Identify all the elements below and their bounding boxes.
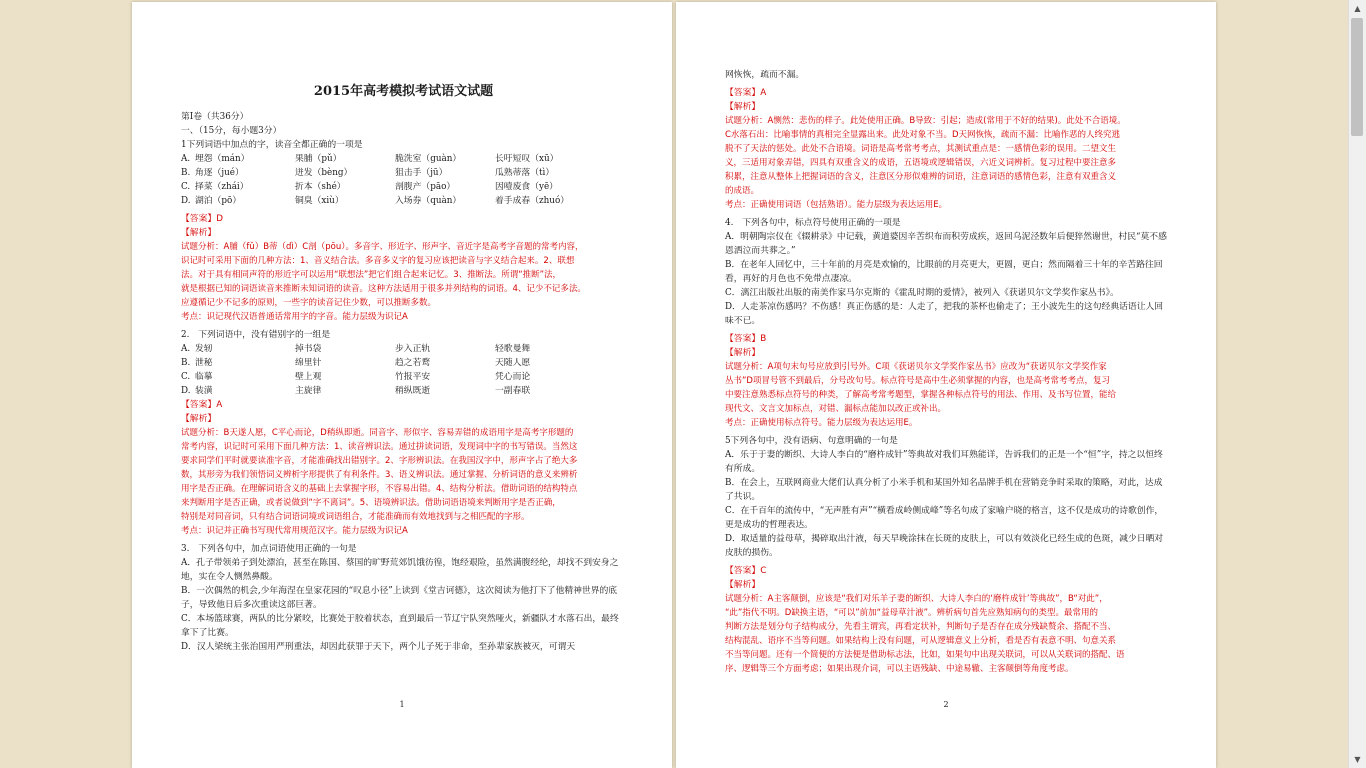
question-4-analysis xyxy=(725,360,1170,430)
scroll-up-arrow-icon[interactable]: ▲ xyxy=(1349,0,1366,17)
analysis-line: 特别是对同音词，只有结合词语词境或词语组合，才能准确而有效地找到与之相匹配的字形。 xyxy=(181,512,530,522)
page-number: 2 xyxy=(943,700,949,709)
analysis-line: 丛书”D项冒号管不到最后，分号改句号。标点符号是高中生必须掌握的内容，也是高考常考考点，复习 xyxy=(725,376,1110,386)
question-2-options xyxy=(181,342,626,398)
option-term: 轻歌曼舞 xyxy=(495,344,531,354)
analysis-line: 试题分析：B天遂人愿，C平心而论，D稍纵即逝。同音字、形似字、容易弄错的成语用字是高考字形题的 xyxy=(181,428,574,438)
option-term: 装潢 xyxy=(195,386,213,396)
option-key: B. xyxy=(181,168,191,178)
option-text: B．在老年人回忆中，三十年前的月亮是欢愉的，比眼前的月亮更大，更圆，更白；然而隔着三十年的辛苦路往回看，再好的月色也不免带点凄凉。 xyxy=(725,260,1163,284)
question-3-analysis xyxy=(725,114,1170,212)
analysis-line: 来判断用字是否正确，或者说做到“字不离词”。5、语境辨识法。借助词语语境来判断用字是否正确， xyxy=(181,498,561,508)
option-text: B．在会上，互联网商业大佬们认真分析了小米手机和某国外知名品牌手机在营销竞争时采取的策略，对此，达成了共识。 xyxy=(725,478,1163,502)
option-term: 入场券（quàn） xyxy=(395,196,462,206)
question-2-answer: 【答案】A xyxy=(181,400,223,410)
option-text: D．取适量的益母草，揭碎取出汁液，每天早晚涂抹在长斑的皮肤上，可以有效淡化已经生成的色斑，减少日晒对皮肤的损伤。 xyxy=(725,534,1164,558)
option-term: 趋之若鹜 xyxy=(395,358,431,368)
vertical-scrollbar[interactable] xyxy=(1348,0,1366,768)
document-page-2 xyxy=(676,2,1216,768)
page-1-content xyxy=(181,82,626,654)
analysis-line: 数，其形旁为我们领悟词义辨析字形提供了有利条件。3、语义辨识法。通过掌握、分析词语的意义来辨析 xyxy=(181,470,578,480)
option-term: 竹报平安 xyxy=(395,372,431,382)
option-term: 角逐（jué） xyxy=(195,168,244,178)
page-number: 1 xyxy=(399,700,405,709)
option-term: 择菜（zhái） xyxy=(195,182,249,192)
question-5-stem: 5下列各句中，没有语病、句意明确的一句是 xyxy=(725,436,898,446)
option-row xyxy=(181,152,626,166)
question-1-analysis-heading: 【解析】 xyxy=(181,228,217,238)
option-term: 泄秘 xyxy=(195,358,213,368)
page-2-content xyxy=(725,68,1170,676)
question-1-options xyxy=(181,152,626,208)
question-5-analysis xyxy=(725,592,1170,676)
option-term: 埋怨（mán） xyxy=(195,154,250,164)
option-term: 掉书袋 xyxy=(295,344,322,354)
option-term: 天随人愿 xyxy=(495,358,531,368)
question-2-analysis-heading: 【解析】 xyxy=(181,414,217,424)
question-1-analysis xyxy=(181,240,626,324)
analysis-line: 试题分析：A项句末句号应放到引号外。C项《获诺贝尔文学奖作家丛书》应改为“获诺贝尔文学奖作家 xyxy=(725,362,1107,372)
option-term: 稍纵既逝 xyxy=(395,386,431,396)
option-row xyxy=(181,370,626,384)
question-5-answer: 【答案】C xyxy=(725,566,767,576)
analysis-line: 要求同学们平时就要读准字音，才能准确找出错别字。2、字形辨识法。在我国汉字中，形声字占了绝大多 xyxy=(181,456,578,466)
option-key: C. xyxy=(181,182,191,192)
analysis-line: 序、逻辑等三个方面考虑；如果出现介词，可以主语残缺、中途易辙、主客颠倒等角度考虑。 xyxy=(725,664,1074,674)
question-4-options xyxy=(725,230,1170,328)
question-2-analysis xyxy=(181,426,626,538)
option-row xyxy=(181,166,626,180)
option-row xyxy=(181,384,626,398)
option-term: 狙击手（jū） xyxy=(395,168,448,178)
option-text: A．乐于于妻的断织、大诗人李白的“磨杵成针”等典故对我们耳熟能详，告诉我们的正是一个“恒”字，持之以恒终有所成。 xyxy=(725,450,1163,474)
option-term: 因噎废食（yē） xyxy=(495,182,558,192)
option-term: 壁上观 xyxy=(295,372,322,382)
option-text: B．一次偶然的机会,少年海涅在皇家花园的“叹息小径”上读到《堂吉诃德》，这次阅读为他打下了他精神世界的底子，导致他日后多次重读这部巨著。 xyxy=(181,586,618,610)
continued-text: 网恢恢，疏而不漏。 xyxy=(725,70,805,80)
option-text: C．本场篮球赛，两队的比分紧咬，比赛处于胶着状态，直到最后一节辽宁队突然哑火，新疆队才水落石出，最终拿下了比赛。 xyxy=(181,614,619,638)
question-1-answer: 【答案】D xyxy=(181,214,223,224)
analysis-line: 常考内容，识记时可采用下面几种方法：1、读音辨识法。通过拼读词语，发现词中字的书写错误。当然这 xyxy=(181,442,578,452)
analysis-line: 试题分析：A主客颠倒，应该是“我们对乐羊子妻的断织、大诗人李白的‘磨杵成针’等典故”，B“对此”， xyxy=(725,594,1108,604)
analysis-line: 试题分析：A恻然：悲伤的样子。此处使用正确。B导致：引起；造成(常用于不好的结果)。此处不合语境。 xyxy=(725,116,1126,126)
question-3-stem: 3. 下列各句中，加点词语使用正确的一句是 xyxy=(181,544,357,554)
option-term: 脆洗室（guàn） xyxy=(395,154,462,164)
option-text: C．在千百年的流传中，“无声胜有声”“横看成岭侧成峰”等名句成了家喻户晓的格言，这不仅是成功的诗歌创作，更是成功的哲理表达。 xyxy=(725,506,1164,530)
option-text: D．汉人梁统主张治国用严刑重法，却因此获罪于天下，两个儿子死于非命，至孙辈家族被灭，可谓天 xyxy=(181,642,576,652)
option-term: 迸发（bèng） xyxy=(295,168,353,178)
analysis-line: 中要注意熟悉标点符号的种类，了解高考常考题型，掌握各种标点符号的用法、作用、及书写位置，能给 xyxy=(725,390,1117,400)
analysis-line: 试题分析：A脯（fǔ）B蒂（dì）C剖（pōu）。多音字、形近字、形声字、音近字是高考字音题的常考内容， xyxy=(181,242,584,252)
analysis-line: “此”指代不明。D缺换主语，“可以”前加“益母草汁液”。辨析病句首先应熟知病句的类型。最常用的 xyxy=(725,608,1098,618)
analysis-line: 考点：正确使用词语（包括熟语）。能力层级为表达运用E。 xyxy=(725,200,948,210)
option-term: 绵里针 xyxy=(295,358,322,368)
scroll-down-arrow-icon[interactable]: ▼ xyxy=(1349,751,1366,768)
question-4-analysis-heading: 【解析】 xyxy=(725,348,761,358)
option-row xyxy=(181,342,626,356)
question-2-stem: 2. 下列词语中，没有错别字的一组是 xyxy=(181,330,331,340)
analysis-line: 现代文、文言文加标点，对错、漏标点能加以改正或补出。 xyxy=(725,404,947,414)
option-term: 折本（shé） xyxy=(295,182,346,192)
analysis-line: 判断方法是划分句子结构成分，先看主谓宾，再看定状补，判断句子是否存在成分残缺赘余、搭配不当、 xyxy=(725,622,1117,632)
analysis-line: 就是根据已知的词语读音来推断未知词语的读音。这种方法适用于很多并列结构的词语。4、记少不记多法。 xyxy=(181,284,586,294)
option-term: 发轫 xyxy=(195,344,213,354)
analysis-line: C水落石出：比喻事情的真相完全显露出来。此处对象不当。D天网恢恢，疏而不漏：比喻作恶的人终究逃 xyxy=(725,130,1120,140)
option-term: 步入正轨 xyxy=(395,344,431,354)
question-4-stem: 4. 下列各句中，标点符号使用正确的一项是 xyxy=(725,218,901,228)
option-term: 剖腹产（pāo） xyxy=(395,182,456,192)
option-term: 临摹 xyxy=(195,372,213,382)
option-key: A. xyxy=(181,344,191,354)
exam-title: 2015年高考模拟考试语文试题 xyxy=(313,84,494,99)
part-heading: 一、（15分，每小题3分） xyxy=(181,126,282,136)
option-text: D．人走茶凉伤感吗？不伤感！真正伤感的是：人走了，把我的茶杯也偷走了；王小波先生的这句经典话语让人回味不已。 xyxy=(725,302,1164,326)
scrollbar-thumb[interactable] xyxy=(1351,18,1363,136)
question-5-options xyxy=(725,448,1170,560)
option-term: 主旋律 xyxy=(295,386,322,396)
option-row xyxy=(181,180,626,194)
analysis-line: 法。对于具有相同声符的形近字可以运用“联想法”把它们组合起来记忆。3、推断法。所谓“推断”法， xyxy=(181,270,562,280)
question-3-analysis-heading: 【解析】 xyxy=(725,102,761,112)
analysis-line: 脱不了天法的惩处。此处不合语境。词语是高考常考考点，其测试重点是：一感情色彩的误用。二望文生 xyxy=(725,144,1117,154)
analysis-line: 结构混乱、语序不当等问题。如果结构上没有问题，可从逻辑意义上分析，看是否有表意不明、句意关系 xyxy=(725,636,1117,646)
option-key: D. xyxy=(181,196,191,206)
analysis-line: 考点：正确使用标点符号。能力层级为表达运用E。 xyxy=(725,418,918,428)
question-1-stem: 1下列词语中加点的字，读音全都正确的一项是 xyxy=(181,140,363,150)
option-term: 着手成春（zhuó） xyxy=(495,196,570,206)
option-term: 凭心而论 xyxy=(495,372,531,382)
analysis-line: 义，三适用对象弄错，四具有双重含义的成语，五语境或逻辑错误，六近义词辨析。复习过程中要注意多 xyxy=(725,158,1117,168)
option-term: 长吁短叹（xū） xyxy=(495,154,559,164)
option-text: A．明朝陶宗仪在《辍耕录》中记载，黄道婆因辛苦织布而积劳成疾，返回乌泥泾数年后便猝然谢世，村民“莫不感恩洒泣而共葬之。” xyxy=(725,232,1167,256)
analysis-line: 识记时可采用下面的几种方法：1、音义结合法。多音多义字的复习应该把读音与字义结合起来。2、联想 xyxy=(181,256,575,266)
option-term: 湖泊（pō） xyxy=(195,196,242,206)
analysis-line: 应遵循记少不记多的原则，一些字的读音记住少数，可以推断多数。 xyxy=(181,298,437,308)
analysis-line: 的成语。 xyxy=(725,186,760,196)
question-4-answer: 【答案】B xyxy=(725,334,767,344)
question-3-options xyxy=(181,556,626,654)
analysis-line: 考点：识记并正确书写现代常用规范汉字。能力层级为识记A xyxy=(181,526,408,536)
question-3-answer: 【答案】A xyxy=(725,88,767,98)
analysis-line: 不当等问题。还有一个简便的方法便是借助标志法，比如，如果句中出现关联词，可以从关联词的搭配、语 xyxy=(725,650,1125,660)
option-term: 铜臭（xiù） xyxy=(295,196,344,206)
option-term: 瓜熟蒂落（tì） xyxy=(495,168,555,178)
document-page-1 xyxy=(132,2,672,768)
option-key: B. xyxy=(181,358,191,368)
question-5-analysis-heading: 【解析】 xyxy=(725,580,761,590)
analysis-line: 用字是否正确。在理解词语含义的基础上去掌握字形，不容易出错。4、结构分析法。借助词语的结构特点 xyxy=(181,484,578,494)
analysis-line: 积累，注意从整体上把握词语的含义，注意区分形似难辨的词语，注意词语的感情色彩，注意有双重含义 xyxy=(725,172,1117,182)
option-text: A．孔子带领弟子到处漂泊，甚至在陈国、蔡国的旷野荒郊饥饿彷徨，饱经艰险，虽然满腹经纶，却找不到安身之地，实在令人恻然鼻酸。 xyxy=(181,558,619,582)
option-row xyxy=(181,194,626,208)
option-key: A. xyxy=(181,154,191,164)
section-heading: 第Ⅰ卷（共36分） xyxy=(181,112,249,122)
option-row xyxy=(181,356,626,370)
analysis-line: 考点：识记现代汉语普通话常用字的字音。能力层级为识记A xyxy=(181,312,408,322)
option-term: 一副春联 xyxy=(495,386,531,396)
option-term: 果脯（pǔ） xyxy=(295,154,342,164)
option-key: C. xyxy=(181,372,191,382)
option-text: C．漓江出版社出版的南美作家马尔克斯的《霍乱时期的爱情》，被列入《获诺贝尔文学奖作家丛书》。 xyxy=(725,288,1119,298)
option-key: D. xyxy=(181,386,191,396)
